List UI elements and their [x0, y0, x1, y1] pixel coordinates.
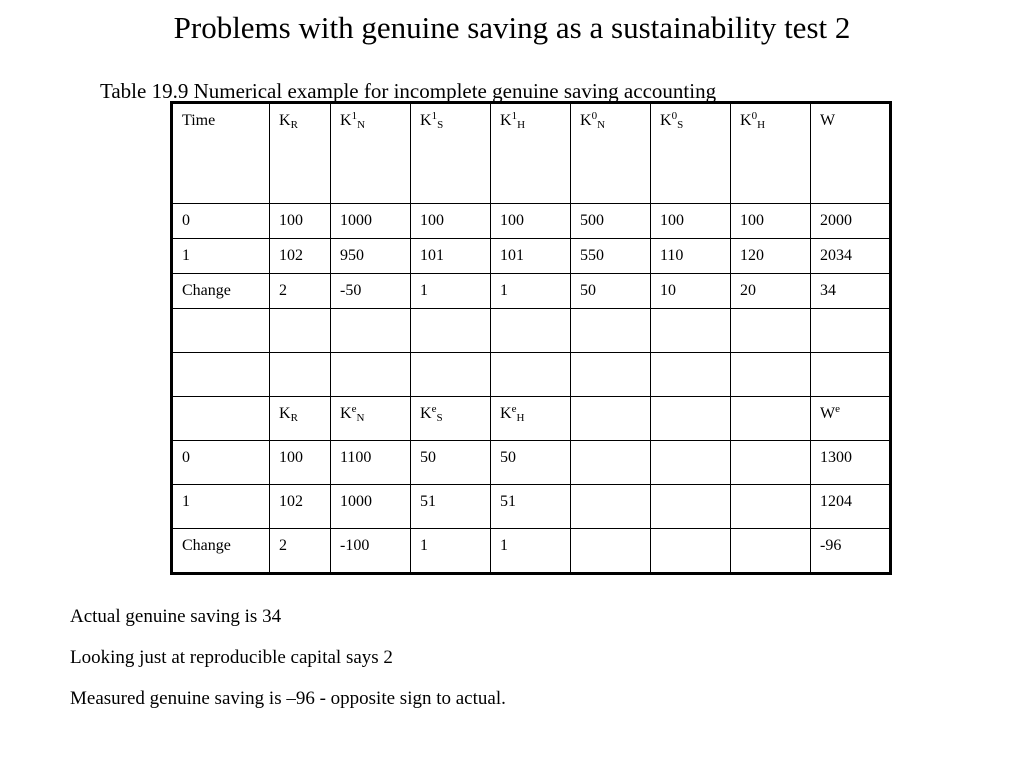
table-cell: 100 — [491, 204, 571, 239]
header-symbol: K — [340, 112, 352, 129]
table-cell: 120 — [731, 239, 811, 274]
table-row-empty — [172, 353, 891, 397]
header-subscript: H — [757, 119, 766, 131]
header-superscript: 0 — [591, 110, 598, 122]
table-cell: 0 — [172, 441, 270, 485]
header-subscript: N — [597, 119, 606, 131]
table-cell-empty — [411, 309, 491, 353]
header-symbol: K — [740, 112, 752, 129]
table-cell: 1 — [411, 529, 491, 574]
table-cell — [571, 485, 651, 529]
header-symbol: K — [420, 112, 432, 129]
table-cell: -50 — [331, 274, 411, 309]
table-cell: Change — [172, 274, 270, 309]
note-measured-saving: Measured genuine saving is –96 - opposite sign to actual. — [70, 688, 506, 709]
table-cell: 100 — [270, 204, 331, 239]
table-cell-empty — [811, 353, 891, 397]
table-cell: 100 — [731, 204, 811, 239]
table-cell-empty — [411, 353, 491, 397]
header-cell — [331, 103, 411, 204]
header-symbol: K — [500, 405, 512, 422]
header-cell — [811, 103, 891, 204]
table-cell — [571, 441, 651, 485]
header-superscript: e — [351, 403, 357, 415]
table-cell: 100 — [411, 204, 491, 239]
table-cell: 101 — [491, 239, 571, 274]
header-superscript: 0 — [751, 110, 758, 122]
table-cell: 1 — [491, 274, 571, 309]
table-cell-empty — [571, 309, 651, 353]
table-cell: 20 — [731, 274, 811, 309]
table-cell: -100 — [331, 529, 411, 574]
table-cell-empty — [331, 309, 411, 353]
header-cell — [571, 103, 651, 204]
table-cell: 950 — [331, 239, 411, 274]
table-cell: 34 — [811, 274, 891, 309]
notes — [70, 596, 506, 719]
table-cell: 2 — [270, 274, 331, 309]
table-cell: 1204 — [811, 485, 891, 529]
header-cell — [270, 103, 331, 204]
table-cell-empty — [651, 353, 731, 397]
table-cell: 2 — [270, 529, 331, 574]
table-cell: 1000 — [331, 485, 411, 529]
table-cell-empty — [270, 309, 331, 353]
table-cell-empty — [811, 309, 891, 353]
table-caption: Table 19.9 Numerical example for incomplete genuine saving accounting — [100, 79, 717, 103]
table-row — [172, 239, 891, 274]
header-superscript: e — [511, 403, 517, 415]
table-cell-empty — [731, 309, 811, 353]
header-cell — [491, 103, 571, 204]
table-row — [172, 441, 891, 485]
table-cell: 100 — [270, 441, 331, 485]
header-cell — [811, 397, 891, 441]
header-symbol: K — [580, 112, 592, 129]
header-symbol: W — [820, 405, 836, 422]
table-cell — [731, 529, 811, 574]
header-superscript: 1 — [431, 110, 438, 122]
table-cell — [651, 485, 731, 529]
header-cell — [270, 397, 331, 441]
header-cell — [172, 103, 270, 204]
table-cell — [731, 441, 811, 485]
table-row — [172, 204, 891, 239]
table-cell: 550 — [571, 239, 651, 274]
table-cell-empty — [731, 353, 811, 397]
table-cell: 51 — [411, 485, 491, 529]
header-symbol: K — [340, 405, 352, 422]
table-cell-empty — [491, 353, 571, 397]
table-cell-empty — [270, 353, 331, 397]
table-cell-empty — [571, 353, 651, 397]
header-cell — [491, 397, 571, 441]
table-cell: 50 — [571, 274, 651, 309]
table-cell — [731, 485, 811, 529]
header-cell — [571, 397, 651, 441]
header-superscript: e — [431, 403, 437, 415]
header-subscript: S — [677, 119, 684, 131]
header-symbol: K — [660, 112, 672, 129]
header-symbol: K — [420, 405, 432, 422]
header-cell — [731, 103, 811, 204]
header-symbol: K — [279, 112, 291, 129]
header-subscript: N — [357, 119, 366, 131]
table-cell: 1300 — [811, 441, 891, 485]
table-cell: 1000 — [331, 204, 411, 239]
header-subscript: R — [290, 412, 298, 424]
table-cell: 1 — [491, 529, 571, 574]
table-cell: 102 — [270, 239, 331, 274]
table-cell: 2000 — [811, 204, 891, 239]
table-cell-empty — [172, 309, 270, 353]
table-cell — [571, 529, 651, 574]
table-cell: 1 — [172, 239, 270, 274]
genuine-saving-table — [170, 101, 892, 575]
table-cell-empty — [172, 353, 270, 397]
table-cell: 10 — [651, 274, 731, 309]
header-symbol: W — [820, 112, 836, 129]
table-cell-empty — [651, 309, 731, 353]
table-cell: 50 — [491, 441, 571, 485]
header-subscript: R — [290, 119, 298, 131]
table-cell: 51 — [491, 485, 571, 529]
table-cell: 50 — [411, 441, 491, 485]
header-superscript: 0 — [671, 110, 678, 122]
table-cell-empty — [491, 309, 571, 353]
table-cell: 0 — [172, 204, 270, 239]
table-cell: Change — [172, 529, 270, 574]
table-header-row — [172, 397, 891, 441]
header-cell — [651, 103, 731, 204]
header-cell — [172, 397, 270, 441]
table-row — [172, 485, 891, 529]
table-cell: 102 — [270, 485, 331, 529]
header-superscript: 1 — [511, 110, 518, 122]
table-cell: 100 — [651, 204, 731, 239]
header-cell — [651, 397, 731, 441]
header-symbol: Time — [182, 112, 216, 129]
header-cell — [411, 397, 491, 441]
note-reproducible-capital: Looking just at reproducible capital says 2 — [70, 647, 393, 668]
header-superscript: e — [835, 403, 840, 415]
table-header-row — [172, 103, 891, 204]
header-cell — [731, 397, 811, 441]
header-cell — [331, 397, 411, 441]
table-cell: 110 — [651, 239, 731, 274]
note-actual-saving: Actual genuine saving is 34 — [70, 606, 282, 627]
table-cell: 101 — [411, 239, 491, 274]
table-cell: 1100 — [331, 441, 411, 485]
slide-title: Problems with genuine saving as a sustainability test 2 — [173, 10, 851, 45]
header-symbol: K — [279, 405, 291, 422]
header-subscript: H — [517, 119, 526, 131]
table-cell: 2034 — [811, 239, 891, 274]
header-cell — [411, 103, 491, 204]
header-subscript: S — [436, 412, 443, 424]
table-cell — [651, 441, 731, 485]
table-cell-empty — [331, 353, 411, 397]
header-subscript: N — [356, 412, 365, 424]
table-row — [172, 274, 891, 309]
header-subscript: S — [437, 119, 444, 131]
header-subscript: H — [516, 412, 525, 424]
table-cell: 1 — [172, 485, 270, 529]
table-cell — [651, 529, 731, 574]
table-row-empty — [172, 309, 891, 353]
header-superscript: 1 — [351, 110, 358, 122]
table-cell: -96 — [811, 529, 891, 574]
table-cell: 1 — [411, 274, 491, 309]
header-symbol: K — [500, 112, 512, 129]
table-row — [172, 529, 891, 574]
table-cell: 500 — [571, 204, 651, 239]
